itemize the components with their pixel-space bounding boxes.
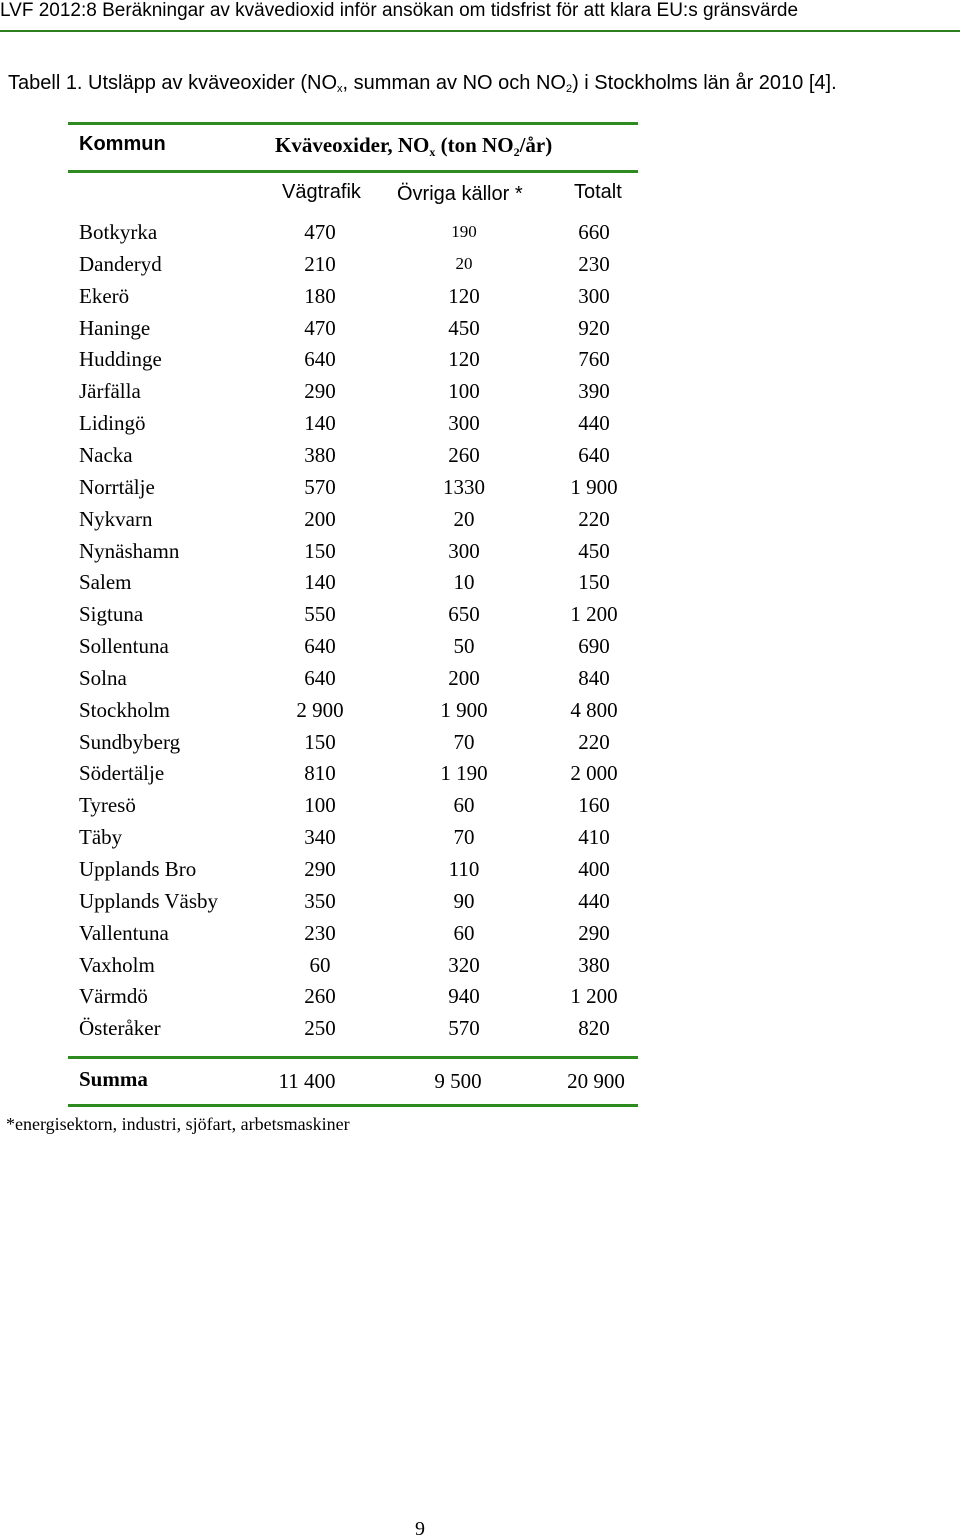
cell-vagtrafik: 550: [304, 602, 336, 626]
table-row: [0, 1016, 700, 1048]
table-caption: [8, 70, 948, 96]
cell-vagtrafik: 2 900: [296, 698, 344, 722]
cell-kommun: Solna: [79, 666, 127, 690]
cell-kommun: Ekerö: [79, 284, 130, 308]
cell-vagtrafik: 150: [304, 539, 336, 563]
nox-header-sub-x: x: [429, 145, 436, 159]
cell-vagtrafik: 350: [304, 889, 336, 913]
cell-kommun: Sigtuna: [79, 602, 144, 626]
cell-kommun: Sollentuna: [79, 634, 169, 658]
cell-totalt: 1 200: [570, 984, 618, 1008]
cell-kommun: Södertälje: [79, 761, 165, 785]
sum-top-rule: [68, 1056, 638, 1059]
subheader-vagtrafik: Vägtrafik: [282, 181, 361, 203]
header-separator-rule: [68, 170, 638, 173]
cell-kommun: Nykvarn: [79, 507, 153, 531]
sum-totalt: 20 900: [567, 1069, 625, 1093]
cell-ovriga: 100: [448, 379, 480, 403]
caption-text-a: Utsläpp av kväveoxider (NO: [82, 72, 338, 94]
cell-totalt: 160: [578, 793, 610, 817]
cell-vagtrafik: 230: [304, 921, 336, 945]
cell-kommun: Botkyrka: [79, 220, 158, 244]
cell-ovriga: 10: [453, 570, 475, 594]
cell-ovriga: 940: [448, 984, 480, 1008]
table-row: [0, 825, 700, 857]
cell-totalt: 410: [578, 825, 610, 849]
table-row: [0, 316, 700, 348]
caption-text-c: ) i Stockholms län år 2010 [4].: [572, 72, 837, 94]
cell-totalt: 290: [578, 921, 610, 945]
cell-totalt: 300: [578, 284, 610, 308]
cell-vagtrafik: 810: [304, 761, 336, 785]
nox-header-b: (ton NO: [435, 133, 514, 157]
table-row: [0, 411, 700, 443]
cell-vagtrafik: 640: [304, 666, 336, 690]
table-row: [0, 284, 700, 316]
table-bottom-rule: [68, 1104, 638, 1107]
cell-kommun: Österåker: [79, 1016, 161, 1040]
cell-ovriga: 300: [448, 539, 480, 563]
table-row: [0, 570, 700, 602]
cell-totalt: 760: [578, 347, 610, 371]
table-row: [0, 984, 700, 1016]
cell-kommun: Upplands Bro: [79, 857, 197, 881]
cell-ovriga: 320: [448, 953, 480, 977]
cell-vagtrafik: 60: [309, 953, 331, 977]
cell-vagtrafik: 470: [304, 316, 336, 340]
cell-vagtrafik: 260: [304, 984, 336, 1008]
sum-vagtrafik: 11 400: [278, 1069, 336, 1093]
table-row: [0, 889, 700, 921]
cell-vagtrafik: 290: [304, 857, 336, 881]
cell-ovriga: 570: [448, 1016, 480, 1040]
table-row: [0, 953, 700, 985]
cell-vagtrafik: 100: [304, 793, 336, 817]
cell-ovriga: 190: [451, 222, 477, 241]
cell-totalt: 450: [578, 539, 610, 563]
cell-vagtrafik: 200: [304, 507, 336, 531]
cell-totalt: 1 200: [570, 602, 618, 626]
cell-ovriga: 70: [453, 730, 475, 754]
cell-ovriga: 60: [453, 921, 475, 945]
column-header-nox: [275, 133, 552, 157]
page-number: 9: [415, 1518, 425, 1540]
cell-vagtrafik: 210: [304, 252, 336, 276]
table-row: [0, 761, 700, 793]
cell-vagtrafik: 470: [304, 220, 336, 244]
sum-ovriga: 9 500: [434, 1069, 482, 1093]
cell-vagtrafik: 340: [304, 825, 336, 849]
cell-totalt: 150: [578, 570, 610, 594]
cell-totalt: 230: [578, 252, 610, 276]
table-row: [0, 539, 700, 571]
table-row: [0, 666, 700, 698]
cell-vagtrafik: 640: [304, 347, 336, 371]
cell-ovriga: 260: [448, 443, 480, 467]
cell-vagtrafik: 180: [304, 284, 336, 308]
cell-vagtrafik: 570: [304, 475, 336, 499]
column-header-kommun: Kommun: [79, 133, 166, 155]
cell-totalt: 690: [578, 634, 610, 658]
table-row: [0, 698, 700, 730]
cell-totalt: 820: [578, 1016, 610, 1040]
cell-vagtrafik: 640: [304, 634, 336, 658]
cell-totalt: 840: [578, 666, 610, 690]
cell-kommun: Danderyd: [79, 252, 162, 276]
cell-kommun: Nynäshamn: [79, 539, 180, 563]
cell-ovriga: 110: [448, 857, 480, 881]
table-row: [0, 507, 700, 539]
cell-kommun: Upplands Väsby: [79, 889, 219, 913]
cell-ovriga: 1 900: [440, 698, 488, 722]
cell-kommun: Järfälla: [79, 379, 141, 403]
table-row: [0, 220, 700, 252]
cell-kommun: Tyresö: [79, 793, 136, 817]
table-row: [0, 252, 700, 284]
cell-kommun: Vaxholm: [79, 953, 155, 977]
cell-ovriga: 300: [448, 411, 480, 435]
table-top-rule: [68, 122, 638, 125]
cell-ovriga: 20: [453, 507, 475, 531]
cell-vagtrafik: 140: [304, 570, 336, 594]
cell-ovriga: 60: [453, 793, 475, 817]
sum-label: Summa: [79, 1067, 148, 1091]
table-row: [0, 602, 700, 634]
table-row: [0, 921, 700, 953]
cell-totalt: 440: [578, 889, 610, 913]
nox-header-a: Kväveoxider, NO: [275, 133, 430, 157]
header-rule: [0, 30, 960, 32]
cell-kommun: Salem: [79, 570, 132, 594]
cell-kommun: Norrtälje: [79, 475, 155, 499]
cell-totalt: 390: [578, 379, 610, 403]
cell-kommun: Stockholm: [79, 698, 171, 722]
cell-vagtrafik: 290: [304, 379, 336, 403]
table-row: [0, 634, 700, 666]
table-row: [0, 475, 700, 507]
cell-totalt: 440: [578, 411, 610, 435]
caption-label: Tabell 1.: [8, 72, 83, 94]
subheader-ovriga-kallor: Övriga källor *: [397, 183, 523, 205]
cell-kommun: Huddinge: [79, 347, 162, 371]
cell-ovriga: 20: [455, 254, 473, 273]
cell-vagtrafik: 380: [304, 443, 336, 467]
cell-kommun: Haninge: [79, 316, 151, 340]
table-row: [0, 347, 700, 379]
cell-ovriga: 650: [448, 602, 480, 626]
cell-ovriga: 120: [448, 347, 480, 371]
cell-totalt: 220: [578, 507, 610, 531]
cell-kommun: Täby: [79, 825, 123, 849]
cell-totalt: 400: [578, 857, 610, 881]
caption-sub-x: x: [337, 83, 343, 95]
cell-ovriga: 70: [453, 825, 475, 849]
cell-ovriga: 90: [453, 889, 475, 913]
cell-kommun: Värmdö: [79, 984, 148, 1008]
table-row: [0, 857, 700, 889]
caption-text-b: , summan av NO och NO: [342, 72, 566, 94]
table-row: [0, 379, 700, 411]
cell-vagtrafik: 250: [304, 1016, 336, 1040]
cell-ovriga: 50: [453, 634, 475, 658]
subheader-totalt: Totalt: [574, 181, 622, 203]
cell-kommun: Vallentuna: [79, 921, 169, 945]
cell-ovriga: 450: [448, 316, 480, 340]
cell-totalt: 1 900: [570, 475, 618, 499]
cell-totalt: 640: [578, 443, 610, 467]
running-header: LVF 2012:8 Beräkningar av kvävedioxid inför ansökan om tidsfrist för att klara EU:s gränsvärde: [0, 0, 799, 21]
cell-ovriga: 1 190: [440, 761, 488, 785]
table-row: [0, 730, 700, 762]
table-row: [0, 443, 700, 475]
cell-totalt: 660: [578, 220, 610, 244]
cell-vagtrafik: 140: [304, 411, 336, 435]
cell-totalt: 920: [578, 316, 610, 340]
cell-totalt: 2 000: [570, 761, 618, 785]
nox-header-sub-2: 2: [513, 145, 520, 159]
nox-header-c: /år): [519, 133, 553, 157]
cell-kommun: Sundbyberg: [79, 730, 181, 754]
cell-totalt: 380: [578, 953, 610, 977]
cell-ovriga: 1330: [443, 475, 485, 499]
cell-ovriga: 200: [448, 666, 480, 690]
cell-vagtrafik: 150: [304, 730, 336, 754]
cell-totalt: 4 800: [570, 698, 618, 722]
cell-kommun: Nacka: [79, 443, 133, 467]
cell-ovriga: 120: [448, 284, 480, 308]
caption-sub-2: 2: [565, 83, 573, 95]
cell-totalt: 220: [578, 730, 610, 754]
footnote: *energisektorn, industri, sjöfart, arbetsmaskiner: [6, 1114, 350, 1134]
cell-kommun: Lidingö: [79, 411, 146, 435]
table-row: [0, 793, 700, 825]
